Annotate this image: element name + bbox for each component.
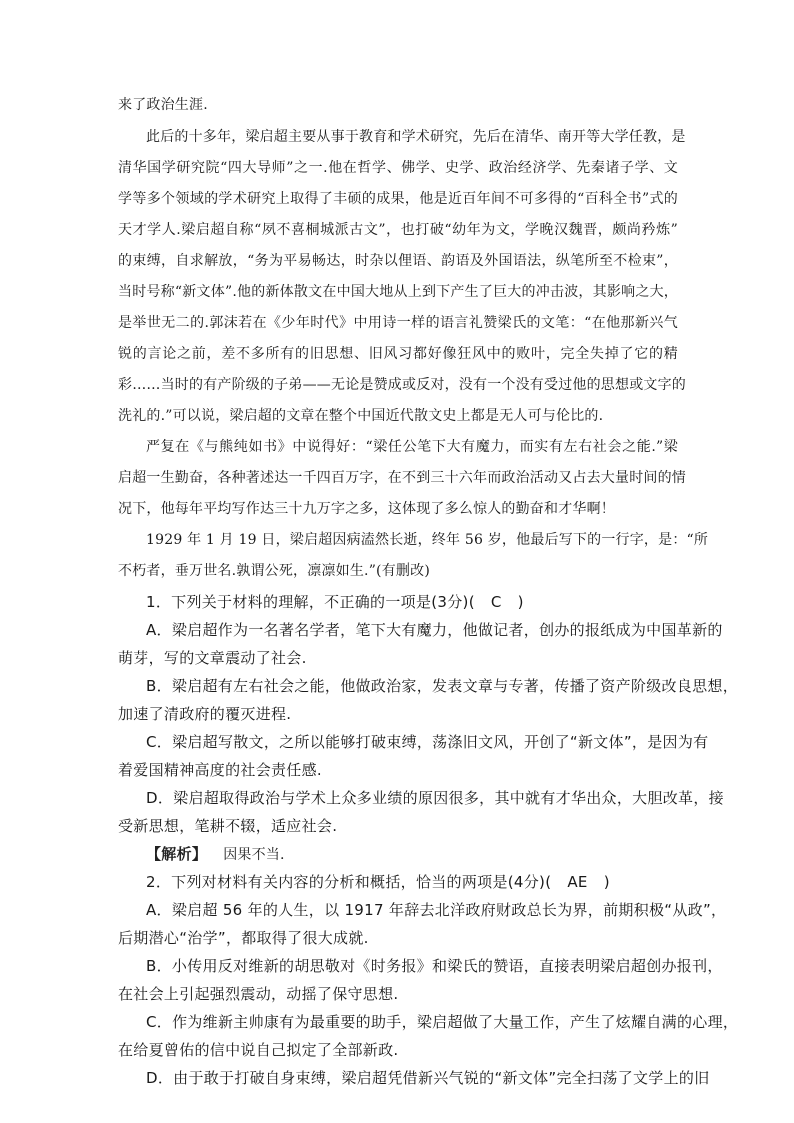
passage-line: 启超一生勤奋，各种著述达一千四百万字，在不到三十六年而政治活动又占去大量时间的情 xyxy=(118,470,686,486)
passage-line: 锐的言论之前，差不多所有的旧思想、旧风习都好像狂风中的败叶，完全失掉了它的精 xyxy=(118,346,678,362)
option-line: A．梁启超 56 年的人生，以 1917 年辞去北洋政府财政总长为界，前期积极“从政”， xyxy=(146,901,727,919)
option-line: B．梁启超有左右社会之能，他做政治家，发表文章与专著，传播了资产阶级改良思想， xyxy=(146,677,738,695)
option-line: 加速了清政府的覆灭进程. xyxy=(118,705,292,723)
analysis-text: 因果不当. xyxy=(223,847,285,863)
passage-line: 严复在《与熊纯如书》中说得好：“梁任公笔下大有魔力，而实有左右社会之能.”梁 xyxy=(146,439,678,455)
question-2-stem: 2．下列对材料有关内容的分析和概括，恰当的两项是(4分)( AE ) xyxy=(146,873,610,891)
passage-line: 当时号称“新文体”.他的新体散文在中国大地从上到下产生了巨大的冲击波，其影响之大， xyxy=(118,284,678,300)
passage-line: 是举世无二的.郭沫若在《少年时代》中用诗一样的语言礼赞梁氏的文笔：“在他那新兴气 xyxy=(118,315,678,331)
option-line: 在社会上引起强烈震动，动摇了保守思想. xyxy=(118,985,399,1003)
option-line: 着爱国精神高度的社会责任感. xyxy=(118,761,322,779)
passage-line: 学等多个领域的学术研究上取得了丰硕的成果，他是近百年间不可多得的“百科全书”式的 xyxy=(118,191,678,207)
question-2-answer: AE xyxy=(567,873,588,891)
option-line: C．梁启超写散文，之所以能够打破束缚，荡涤旧文风，开创了“新文体”，是因为有 xyxy=(146,733,709,751)
option-line: 在给夏曾佑的信中说自己拟定了全部新政. xyxy=(118,1041,399,1059)
option-line: 萌芽，写的文章震动了社会. xyxy=(118,649,307,667)
option-line: A．梁启超作为一名著名学者，笔下大有魔力，他做记者，创办的报纸成为中国革新的 xyxy=(146,621,723,639)
option-line: 后期潜心“治学”，都取得了很大成就. xyxy=(118,929,369,947)
option-line: B．小传用反对维新的胡思敬对《时务报》和梁氏的赞语，直接表明梁启超创办报刊， xyxy=(146,957,723,975)
option-line: 受新思想，笔耕不辍，适应社会. xyxy=(118,817,338,835)
passage-line: 天才学人.梁启超自称“夙不喜桐城派古文”，也打破“幼年为文，学晚汉魏晋，颇尚矜炼” xyxy=(118,222,678,238)
passage-line: 1929 年 1 月 19 日，梁启超因病溘然长逝，终年 56 岁，他最后写下的一行字，是：“所 xyxy=(146,532,709,548)
passage-line: 况下，他每年平均写作达三十九万字之多，这体现了多么惊人的勤奋和才华啊！ xyxy=(118,501,615,517)
passage-line: 不朽者，垂万世名.孰谓公死，凛凛如生.”(有删改) xyxy=(118,563,430,579)
question-1-answer: C xyxy=(490,593,502,611)
option-line: D．由于敢于打破自身束缚，梁启超凭借新兴气锐的“新文体”完全扫荡了文学上的旧 xyxy=(146,1069,710,1087)
passage-line: 清华国学研究院“四大导师”之一.他在哲学、佛学、史学、政治经济学、先秦诸子学、文 xyxy=(118,160,678,176)
passage-line: 此后的十多年，梁启超主要从事于教育和学术研究，先后在清华、南开等大学任教，是 xyxy=(146,129,686,145)
passage-line: 彩……当时的有产阶级的子弟——无论是赞成或反对，没有一个没有受过他的思想或文字的 xyxy=(118,377,686,393)
option-line: D．梁启超取得政治与学术上众多业绩的原因很多，其中就有才华出众，大胆改革，接 xyxy=(146,789,724,807)
question-1-stem: 1．下列关于材料的理解，不正确的一项是(3分)( C ) xyxy=(146,593,524,611)
passage-line: 来了政治生涯. xyxy=(118,97,208,113)
analysis-line xyxy=(146,843,706,864)
passage-line: 洗礼的.”可以说，梁启超的文章在整个中国近代散文史上都是无人可与伦比的. xyxy=(118,408,604,424)
passage-line: 的束缚，自求解放，“务为平易畅达，时杂以俚语、韵语及外国语法，纵笔所至不检束”， xyxy=(118,253,678,269)
option-line: C．作为维新主帅康有为最重要的助手，梁启超做了大量工作，产生了炫耀自满的心理， xyxy=(146,1013,739,1031)
analysis-label: 【解析】 xyxy=(146,845,208,863)
